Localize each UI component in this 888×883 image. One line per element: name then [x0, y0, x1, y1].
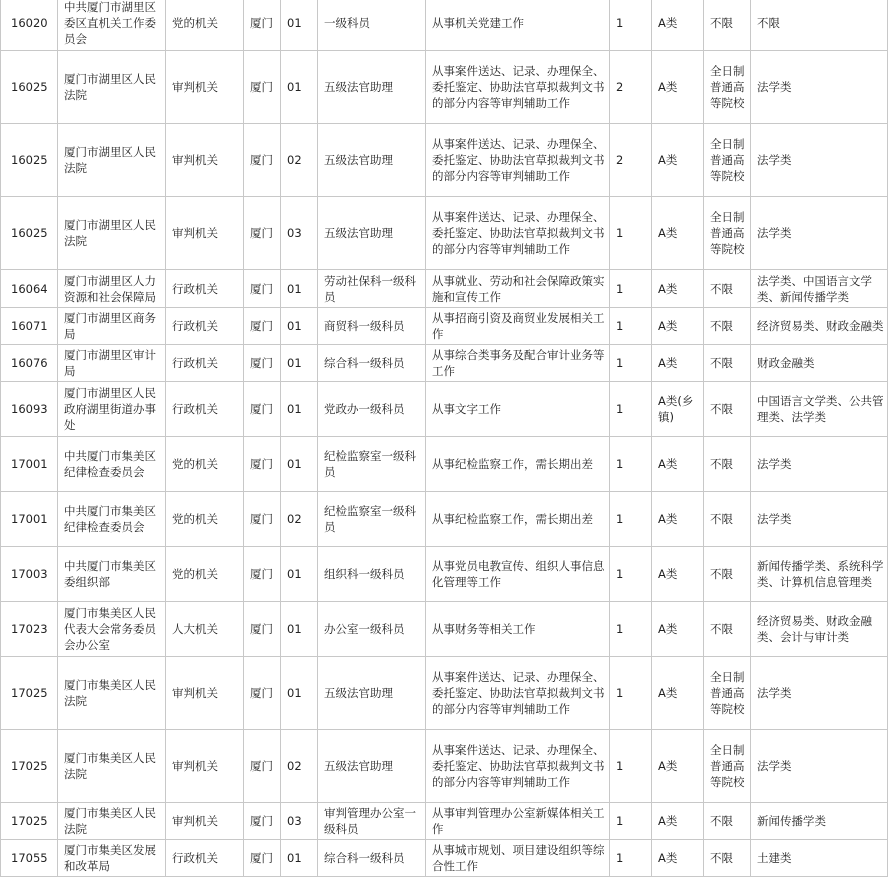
table-row	[1, 124, 888, 197]
major-cell: 土建类	[751, 840, 888, 877]
agency-type-cell: 党的机关	[166, 437, 244, 492]
position-number-cell: 01	[281, 51, 318, 124]
education-cell: 全日制普通高等院校	[704, 657, 751, 730]
agency-type-cell: 审判机关	[166, 657, 244, 730]
code-cell: 17003	[1, 547, 58, 602]
job-description-cell: 从事文字工作	[426, 382, 610, 437]
job-description-cell: 从事纪检监察工作，需长期出差	[426, 437, 610, 492]
position-title-cell: 党政办一级科员	[318, 382, 426, 437]
position-number-cell: 03	[281, 197, 318, 270]
code-cell: 17025	[1, 730, 58, 803]
headcount-cell: 1	[610, 803, 652, 840]
position-number-cell: 01	[281, 308, 318, 345]
code-cell: 16025	[1, 124, 58, 197]
education-cell: 不限	[704, 270, 751, 308]
code-cell: 17055	[1, 840, 58, 877]
department-cell: 中共厦门市集美区纪律检查委员会	[58, 492, 166, 547]
education-cell: 全日制普通高等院校	[704, 730, 751, 803]
agency-type-cell: 行政机关	[166, 345, 244, 382]
job-description-cell: 从事财务等相关工作	[426, 602, 610, 657]
education-cell: 不限	[704, 492, 751, 547]
major-cell: 法学类	[751, 730, 888, 803]
job-description-cell: 从事案件送达、记录、办理保全、委托鉴定、协助法官草拟裁判文书的部分内容等审判辅助工作	[426, 51, 610, 124]
code-cell: 16093	[1, 382, 58, 437]
job-description-cell: 从事招商引资及商贸业发展相关工作	[426, 308, 610, 345]
table-row	[1, 382, 888, 437]
exam-category-cell: A类(乡镇)	[652, 382, 704, 437]
exam-category-cell: A类	[652, 270, 704, 308]
major-cell: 不限	[751, 0, 888, 51]
agency-type-cell: 审判机关	[166, 51, 244, 124]
major-cell: 经济贸易类、财政金融类、会计与审计类	[751, 602, 888, 657]
city-cell: 厦门	[244, 124, 281, 197]
department-cell: 厦门市湖里区人民法院	[58, 197, 166, 270]
position-number-cell: 01	[281, 657, 318, 730]
department-cell: 厦门市集美区人民法院	[58, 657, 166, 730]
position-number-cell: 01	[281, 547, 318, 602]
exam-category-cell: A类	[652, 730, 704, 803]
city-cell: 厦门	[244, 382, 281, 437]
department-cell: 厦门市湖里区人民政府湖里街道办事处	[58, 382, 166, 437]
table-row	[1, 51, 888, 124]
city-cell: 厦门	[244, 308, 281, 345]
exam-category-cell: A类	[652, 124, 704, 197]
headcount-cell: 1	[610, 437, 652, 492]
major-cell: 法学类	[751, 197, 888, 270]
education-cell: 不限	[704, 382, 751, 437]
job-description-cell: 从事机关党建工作	[426, 0, 610, 51]
exam-category-cell: A类	[652, 197, 704, 270]
position-title-cell: 综合科一级科员	[318, 345, 426, 382]
exam-category-cell: A类	[652, 51, 704, 124]
position-title-cell: 五级法官助理	[318, 51, 426, 124]
agency-type-cell: 人大机关	[166, 602, 244, 657]
position-number-cell: 01	[281, 602, 318, 657]
job-description-cell: 从事党员电教宣传、组织人事信息化管理等工作	[426, 547, 610, 602]
position-title-cell: 审判管理办公室一级科员	[318, 803, 426, 840]
position-title-cell: 一级科员	[318, 0, 426, 51]
major-cell: 经济贸易类、财政金融类	[751, 308, 888, 345]
position-title-cell: 劳动社保科一级科员	[318, 270, 426, 308]
education-cell: 全日制普通高等院校	[704, 197, 751, 270]
job-description-cell: 从事案件送达、记录、办理保全、委托鉴定、协助法官草拟裁判文书的部分内容等审判辅助工作	[426, 197, 610, 270]
table-row	[1, 270, 888, 308]
position-title-cell: 纪检监察室一级科员	[318, 437, 426, 492]
education-cell: 不限	[704, 803, 751, 840]
exam-category-cell: A类	[652, 345, 704, 382]
table-row	[1, 0, 888, 51]
table-row	[1, 602, 888, 657]
headcount-cell: 1	[610, 840, 652, 877]
table-row	[1, 547, 888, 602]
job-description-cell: 从事审判管理办公室新媒体相关工作	[426, 803, 610, 840]
position-title-cell: 五级法官助理	[318, 657, 426, 730]
agency-type-cell: 审判机关	[166, 124, 244, 197]
job-description-cell: 从事案件送达、记录、办理保全、委托鉴定、协助法官草拟裁判文书的部分内容等审判辅助工作	[426, 124, 610, 197]
position-number-cell: 01	[281, 345, 318, 382]
city-cell: 厦门	[244, 730, 281, 803]
position-number-cell: 01	[281, 382, 318, 437]
city-cell: 厦门	[244, 197, 281, 270]
position-title-cell: 综合科一级科员	[318, 840, 426, 877]
city-cell: 厦门	[244, 270, 281, 308]
position-number-cell: 02	[281, 124, 318, 197]
exam-category-cell: A类	[652, 547, 704, 602]
job-description-cell: 从事城市规划、项目建设组织等综合性工作	[426, 840, 610, 877]
position-title-cell: 商贸科一级科员	[318, 308, 426, 345]
table-row	[1, 840, 888, 877]
education-cell: 不限	[704, 345, 751, 382]
job-table-body	[1, 0, 888, 877]
city-cell: 厦门	[244, 437, 281, 492]
agency-type-cell: 行政机关	[166, 270, 244, 308]
education-cell: 不限	[704, 308, 751, 345]
headcount-cell: 2	[610, 124, 652, 197]
table-row	[1, 492, 888, 547]
position-number-cell: 01	[281, 270, 318, 308]
code-cell: 16025	[1, 51, 58, 124]
position-number-cell: 01	[281, 437, 318, 492]
position-title-cell: 纪检监察室一级科员	[318, 492, 426, 547]
table-row	[1, 803, 888, 840]
department-cell: 厦门市集美区发展和改革局	[58, 840, 166, 877]
major-cell: 法学类	[751, 124, 888, 197]
department-cell: 厦门市湖里区人民法院	[58, 124, 166, 197]
department-cell: 中共厦门市集美区纪律检查委员会	[58, 437, 166, 492]
major-cell: 法学类、中国语言文学类、新闻传播学类	[751, 270, 888, 308]
major-cell: 新闻传播学类、系统科学类、计算机信息管理类	[751, 547, 888, 602]
position-number-cell: 02	[281, 492, 318, 547]
job-description-cell: 从事综合类事务及配合审计业务等工作	[426, 345, 610, 382]
headcount-cell: 1	[610, 197, 652, 270]
city-cell: 厦门	[244, 602, 281, 657]
agency-type-cell: 行政机关	[166, 382, 244, 437]
code-cell: 16064	[1, 270, 58, 308]
job-description-cell: 从事案件送达、记录、办理保全、委托鉴定、协助法官草拟裁判文书的部分内容等审判辅助工作	[426, 730, 610, 803]
city-cell: 厦门	[244, 345, 281, 382]
position-title-cell: 五级法官助理	[318, 124, 426, 197]
education-cell: 全日制普通高等院校	[704, 124, 751, 197]
exam-category-cell: A类	[652, 308, 704, 345]
headcount-cell: 1	[610, 345, 652, 382]
agency-type-cell: 审判机关	[166, 803, 244, 840]
position-number-cell: 01	[281, 840, 318, 877]
code-cell: 17025	[1, 803, 58, 840]
exam-category-cell: A类	[652, 492, 704, 547]
headcount-cell: 1	[610, 308, 652, 345]
exam-category-cell: A类	[652, 602, 704, 657]
headcount-cell: 1	[610, 602, 652, 657]
education-cell: 全日制普通高等院校	[704, 51, 751, 124]
city-cell: 厦门	[244, 492, 281, 547]
exam-category-cell: A类	[652, 657, 704, 730]
position-title-cell: 组织科一级科员	[318, 547, 426, 602]
education-cell: 不限	[704, 437, 751, 492]
job-description-cell: 从事纪检监察工作，需长期出差	[426, 492, 610, 547]
position-number-cell: 03	[281, 803, 318, 840]
major-cell: 中国语言文学类、公共管理类、法学类	[751, 382, 888, 437]
job-description-cell: 从事就业、劳动和社会保障政策实施和宣传工作	[426, 270, 610, 308]
agency-type-cell: 行政机关	[166, 840, 244, 877]
education-cell: 不限	[704, 602, 751, 657]
agency-type-cell: 党的机关	[166, 0, 244, 51]
city-cell: 厦门	[244, 840, 281, 877]
table-row	[1, 730, 888, 803]
department-cell: 厦门市集美区人民法院	[58, 730, 166, 803]
headcount-cell: 1	[610, 382, 652, 437]
department-cell: 厦门市湖里区人民法院	[58, 51, 166, 124]
agency-type-cell: 党的机关	[166, 492, 244, 547]
city-cell: 厦门	[244, 0, 281, 51]
headcount-cell: 1	[610, 270, 652, 308]
headcount-cell: 2	[610, 51, 652, 124]
code-cell: 16076	[1, 345, 58, 382]
agency-type-cell: 党的机关	[166, 547, 244, 602]
education-cell: 不限	[704, 0, 751, 51]
table-row	[1, 657, 888, 730]
department-cell: 厦门市湖里区人力资源和社会保障局	[58, 270, 166, 308]
major-cell: 新闻传播学类	[751, 803, 888, 840]
department-cell: 厦门市集美区人民法院	[58, 803, 166, 840]
education-cell: 不限	[704, 547, 751, 602]
department-cell: 厦门市湖里区审计局	[58, 345, 166, 382]
exam-category-cell: A类	[652, 840, 704, 877]
major-cell: 法学类	[751, 437, 888, 492]
major-cell: 法学类	[751, 492, 888, 547]
code-cell: 17025	[1, 657, 58, 730]
code-cell: 16025	[1, 197, 58, 270]
job-description-cell: 从事案件送达、记录、办理保全、委托鉴定、协助法官草拟裁判文书的部分内容等审判辅助工作	[426, 657, 610, 730]
headcount-cell: 1	[610, 0, 652, 51]
exam-category-cell: A类	[652, 0, 704, 51]
major-cell: 法学类	[751, 657, 888, 730]
code-cell: 17023	[1, 602, 58, 657]
table-row	[1, 308, 888, 345]
exam-category-cell: A类	[652, 437, 704, 492]
city-cell: 厦门	[244, 547, 281, 602]
city-cell: 厦门	[244, 803, 281, 840]
position-number-cell: 01	[281, 0, 318, 51]
position-title-cell: 五级法官助理	[318, 730, 426, 803]
code-cell: 17001	[1, 437, 58, 492]
code-cell: 17001	[1, 492, 58, 547]
table-row	[1, 437, 888, 492]
department-cell: 中共厦门市湖里区委区直机关工作委员会	[58, 0, 166, 51]
major-cell: 法学类	[751, 51, 888, 124]
headcount-cell: 1	[610, 492, 652, 547]
city-cell: 厦门	[244, 657, 281, 730]
agency-type-cell: 审判机关	[166, 730, 244, 803]
exam-category-cell: A类	[652, 803, 704, 840]
department-cell: 厦门市湖里区商务局	[58, 308, 166, 345]
position-number-cell: 02	[281, 730, 318, 803]
position-title-cell: 五级法官助理	[318, 197, 426, 270]
code-cell: 16071	[1, 308, 58, 345]
department-cell: 厦门市集美区人民代表大会常务委员会办公室	[58, 602, 166, 657]
agency-type-cell: 审判机关	[166, 197, 244, 270]
table-row	[1, 197, 888, 270]
agency-type-cell: 行政机关	[166, 308, 244, 345]
education-cell: 不限	[704, 840, 751, 877]
major-cell: 财政金融类	[751, 345, 888, 382]
position-title-cell: 办公室一级科员	[318, 602, 426, 657]
headcount-cell: 1	[610, 657, 652, 730]
headcount-cell: 1	[610, 547, 652, 602]
department-cell: 中共厦门市集美区委组织部	[58, 547, 166, 602]
headcount-cell: 1	[610, 730, 652, 803]
city-cell: 厦门	[244, 51, 281, 124]
code-cell: 16020	[1, 0, 58, 51]
table-row	[1, 345, 888, 382]
